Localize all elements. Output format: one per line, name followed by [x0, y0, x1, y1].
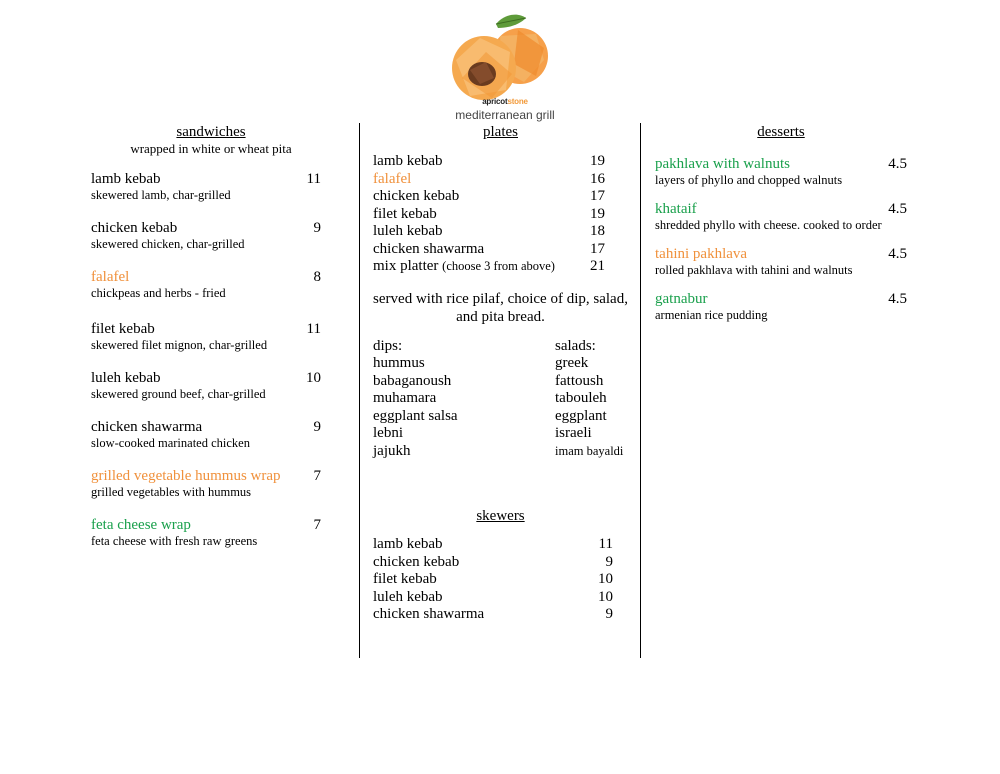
sandwich-row	[91, 517, 321, 534]
salad-option: imam bayaldi	[555, 443, 624, 458]
brand-name	[440, 97, 570, 106]
plate-price: 16	[590, 170, 605, 187]
mix-platter-row	[373, 258, 605, 276]
dessert-item	[655, 291, 915, 323]
sandwich-price: 7	[313, 468, 321, 484]
sandwich-item	[91, 220, 331, 252]
skewer-name: filet kebab	[373, 571, 437, 587]
dip-option: muhamara	[373, 390, 437, 406]
sandwich-row	[91, 269, 321, 286]
dips-title: dips:	[373, 337, 403, 354]
sandwich-item	[91, 321, 331, 353]
apricot-stone-logo	[440, 12, 570, 124]
skewers-title: skewers	[476, 508, 525, 524]
sandwich-row	[91, 468, 321, 485]
plate-name: chicken shawarma	[373, 240, 485, 257]
skewer-row	[373, 589, 613, 607]
dip-option: hummus	[373, 355, 425, 371]
sandwich-description: skewered lamb, char-grilled	[91, 188, 231, 202]
dessert-name: gatnabur	[655, 291, 708, 307]
brand-name-part1: apricot	[482, 97, 508, 106]
salad-option: tabouleh	[555, 390, 607, 406]
sandwiches-title: sandwiches	[176, 124, 246, 140]
plate-price: 19	[590, 153, 605, 169]
mix-platter-price: 21	[590, 258, 605, 274]
dessert-price: 4.5	[888, 291, 907, 307]
plate-row	[373, 223, 605, 241]
salad-option: eggplant	[555, 407, 607, 424]
dessert-row	[655, 201, 907, 218]
dessert-row	[655, 246, 907, 263]
sandwich-row	[91, 220, 321, 237]
sandwich-row	[91, 321, 321, 338]
apricot-icon	[440, 12, 570, 102]
plates-title: plates	[483, 124, 518, 140]
dessert-name: khataif	[655, 201, 697, 217]
sandwich-description: skewered filet mignon, char-grilled	[91, 338, 268, 352]
plate-name: chicken kebab	[373, 188, 460, 204]
sandwiches-section	[91, 124, 331, 566]
sandwich-price: 10	[306, 370, 321, 386]
skewer-row	[373, 536, 613, 554]
dessert-row	[655, 156, 907, 173]
dessert-name: pakhlava with walnuts	[655, 156, 790, 172]
plate-price: 17	[590, 188, 605, 204]
sandwich-item	[91, 370, 331, 402]
brand-tagline: mediterranean grill	[455, 108, 555, 122]
sandwich-name: feta cheese wrap	[91, 517, 191, 533]
skewer-row	[373, 606, 613, 624]
sandwich-price: 11	[306, 321, 321, 337]
dessert-description: layers of phyllo and chopped walnuts	[655, 173, 843, 187]
skewer-name: luleh kebab	[373, 588, 443, 605]
plate-row	[373, 171, 605, 189]
salad-option: fattoush	[555, 372, 604, 389]
sandwich-description: slow-cooked marinated chicken	[91, 436, 250, 450]
plate-name: falafel	[373, 170, 412, 187]
dessert-price: 4.5	[888, 201, 907, 217]
plate-name: lamb kebab	[373, 153, 443, 169]
desserts-title: desserts	[757, 124, 805, 140]
sandwich-item	[91, 419, 331, 451]
dip-option: babaganoush	[373, 372, 452, 389]
dip-option: jajukh	[373, 442, 411, 459]
plate-price: 18	[590, 223, 605, 239]
skewer-name: chicken kebab	[373, 553, 460, 570]
skewer-price: 11	[598, 536, 613, 552]
sandwich-description: skewered ground beef, char-grilled	[91, 387, 266, 401]
mix-platter-name	[373, 258, 555, 276]
dessert-item	[655, 156, 915, 188]
skewer-price: 9	[605, 553, 613, 570]
dip-option: eggplant salsa	[373, 407, 458, 424]
sandwich-name: grilled vegetable hummus wrap	[91, 468, 281, 484]
sandwich-row	[91, 171, 321, 188]
sandwich-item	[91, 269, 331, 301]
salad-option: israeli	[555, 425, 592, 441]
skewer-name: lamb kebab	[373, 536, 443, 552]
column-divider-left	[359, 123, 360, 658]
sandwich-row	[91, 370, 321, 387]
sandwich-name: chicken kebab	[91, 220, 178, 236]
dessert-item	[655, 246, 915, 278]
salads-title: salads:	[555, 337, 596, 354]
plates-section	[373, 124, 628, 622]
skewer-price: 9	[605, 606, 613, 622]
sandwich-item	[91, 171, 331, 203]
dessert-price: 4.5	[888, 156, 907, 172]
sandwich-description: grilled vegetables with hummus	[91, 485, 252, 499]
dessert-name: tahini pakhlava	[655, 246, 748, 262]
sandwich-name: luleh kebab	[91, 370, 161, 386]
sandwich-name: falafel	[91, 269, 130, 285]
sandwich-name: filet kebab	[91, 321, 155, 337]
sandwich-price: 8	[313, 269, 321, 285]
sandwiches-subtitle: wrapped in white or wheat pita	[130, 141, 292, 156]
skewer-price: 10	[598, 571, 613, 587]
dessert-description: armenian rice pudding	[655, 308, 768, 322]
plate-row	[373, 241, 605, 259]
desserts-section	[655, 124, 915, 336]
plate-row	[373, 188, 605, 206]
plate-name: filet kebab	[373, 205, 437, 222]
plate-row	[373, 206, 605, 224]
sandwich-price: 9	[313, 220, 321, 236]
plate-row	[373, 153, 605, 171]
skewer-name: chicken shawarma	[373, 606, 485, 622]
sandwich-name: lamb kebab	[91, 171, 161, 187]
plate-price: 19	[590, 205, 605, 222]
brand-name-part2: stone	[507, 97, 528, 106]
dessert-description: shredded phyllo with cheese. cooked to order	[655, 218, 882, 232]
sandwich-row	[91, 419, 321, 436]
mix-platter-label: mix platter	[373, 258, 439, 274]
mix-platter-note: (choose 3 from above)	[442, 259, 555, 273]
skewer-row	[373, 554, 613, 572]
sandwich-price: 9	[313, 419, 321, 435]
sandwich-description: skewered chicken, char-grilled	[91, 237, 245, 251]
plate-name: luleh kebab	[373, 223, 443, 239]
sandwich-name: chicken shawarma	[91, 419, 203, 435]
sandwich-price: 7	[313, 517, 321, 533]
skewer-price: 10	[598, 588, 613, 605]
dips-salads-grid	[373, 338, 628, 461]
dip-option: lebni	[373, 425, 403, 441]
dessert-price: 4.5	[888, 246, 907, 262]
sandwich-description: chickpeas and herbs - fried	[91, 286, 226, 300]
skewer-row	[373, 571, 613, 589]
served-with-note: served with rice pilaf, choice of dip, salad, and pita bread.	[373, 290, 628, 325]
sandwich-price: 11	[306, 171, 321, 187]
plate-price: 17	[590, 240, 605, 257]
dessert-row	[655, 291, 907, 308]
sandwich-item	[91, 468, 331, 500]
sandwich-item	[91, 517, 331, 549]
dessert-item	[655, 201, 915, 233]
sandwich-description: feta cheese with fresh raw greens	[91, 534, 258, 548]
salad-option: greek	[555, 355, 589, 371]
column-divider-right	[640, 123, 641, 658]
dessert-description: rolled pakhlava with tahini and walnuts	[655, 263, 853, 277]
